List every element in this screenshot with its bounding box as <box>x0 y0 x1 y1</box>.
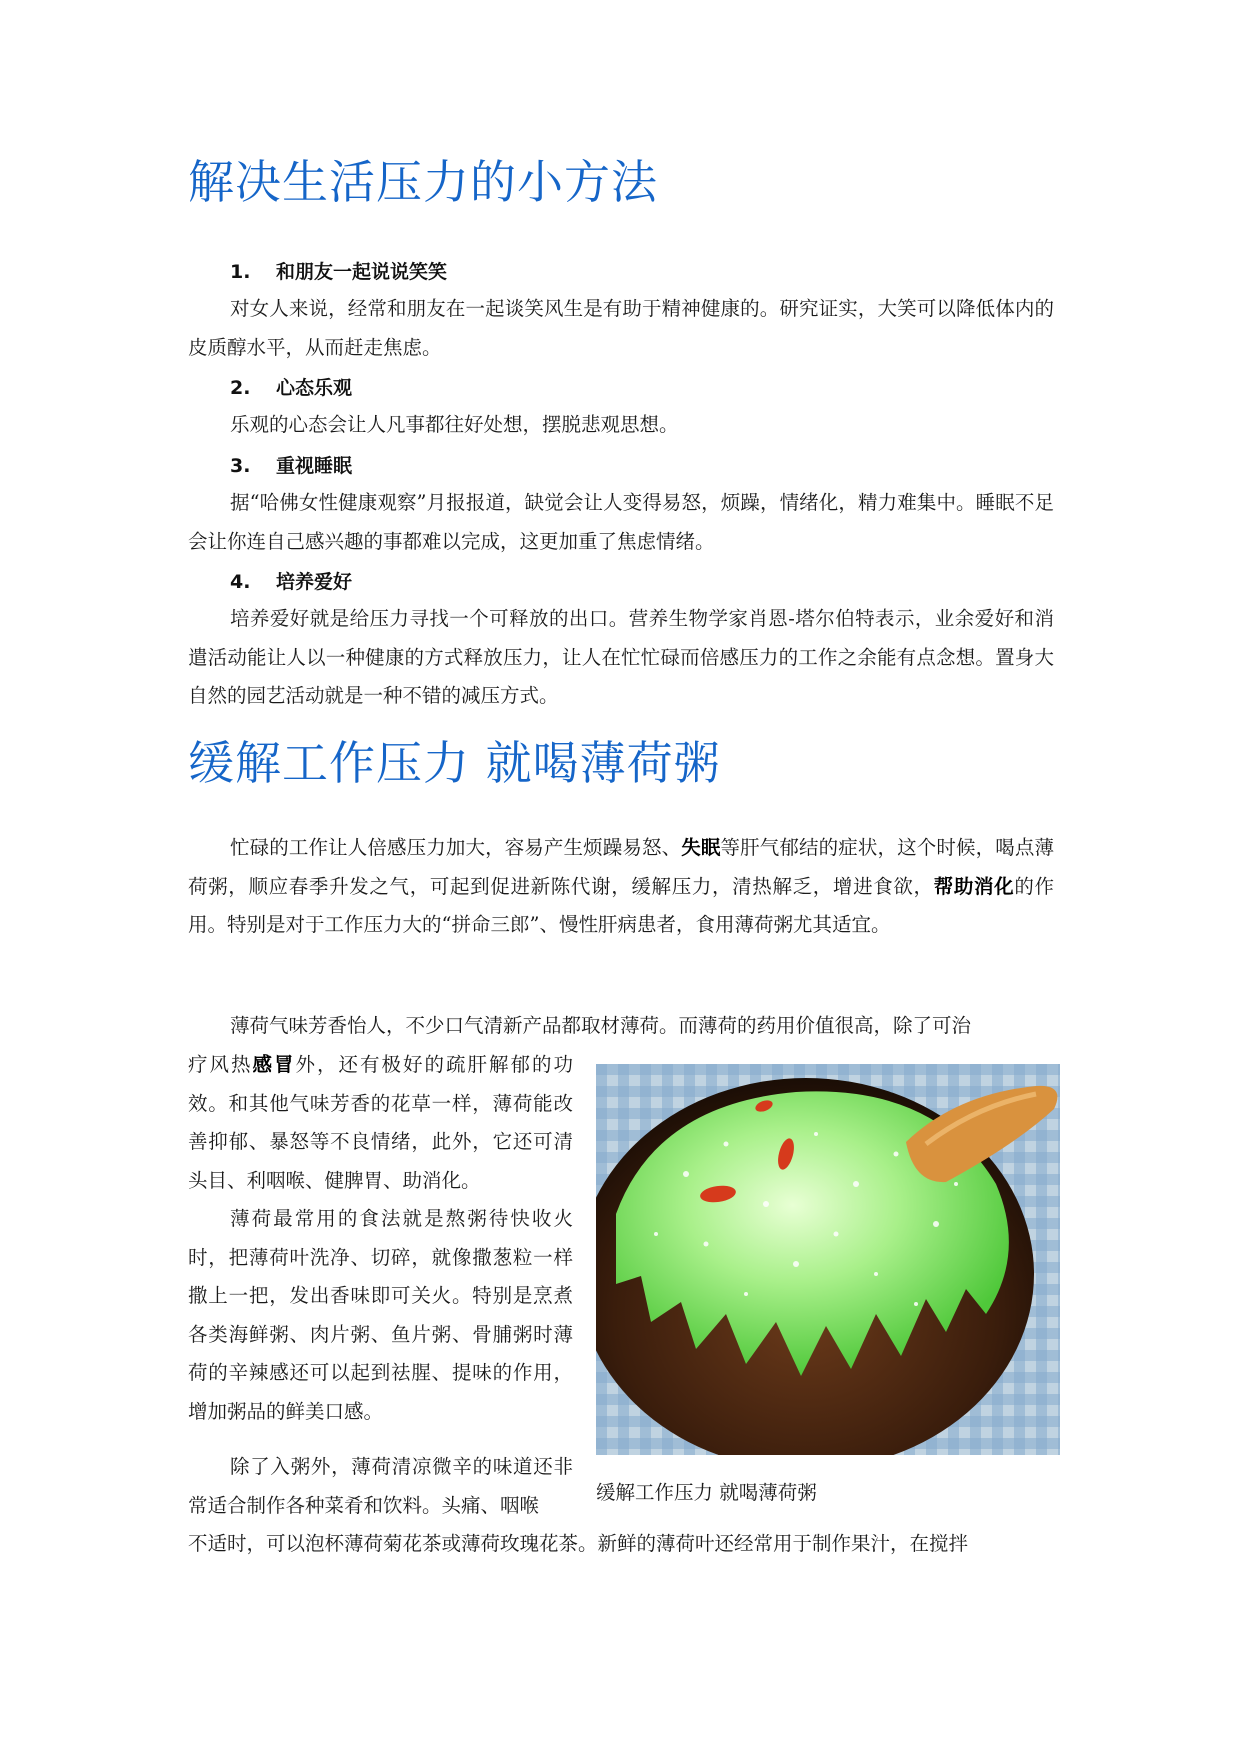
text-run: 外，还有极好的疏肝解郁的功效。和其他气味芳香的花草一样，薄荷能改善抑郁、暴怒等不良情绪，此外，它还可清头目、利咽喉、健脾胃、助消化。 <box>188 1053 573 1192</box>
text-run: 的作用。特别是对于工作压力大的“拼命三郎”、慢性肝病患者，食用薄荷粥尤其适宜。 <box>188 874 1054 936</box>
paragraph-mint-drinks-wrapped: 除了入粥外，薄荷清凉微辛的味道还非常适合制作各种菜肴和饮料。头痛、咽喉 <box>188 1455 573 1517</box>
keyword-link[interactable]: 感冒 <box>252 1053 296 1076</box>
text-run: 疗风热 <box>188 1053 253 1076</box>
list-item-label: 心态乐观 <box>276 377 353 399</box>
section-title-mint-porridge: 缓解工作压力 就喝薄荷粥 <box>188 736 721 790</box>
mint-porridge-photo <box>596 1064 1060 1455</box>
list-item-label: 培养爱好 <box>276 571 353 593</box>
paragraph-mint-intro <box>188 829 1054 945</box>
paragraph-mint-usage: 薄荷最常用的食法就是熬粥待快收火时，把薄荷叶洗净、切碎，就像撒葱粒一样撒上一把，发出香味即可关火。特别是烹煮各类海鲜粥、肉片粥、鱼片粥、骨脯粥时薄荷的辛辣感还可以起到祛腥、提味的作用，增加粥品的鲜美口感。 <box>188 1207 573 1423</box>
paragraph-item-2: 乐观的心态会让人凡事都往好处想，摆脱悲观思想。 <box>230 413 679 436</box>
list-item-heading-1 <box>230 257 447 287</box>
list-item-heading-3 <box>230 451 352 481</box>
paragraph-item-4: 培养爱好就是给压力寻找一个可释放的出口。营养生物学家肖恩-塔尔伯特表示，业余爱好和消遣活动能让人以一种健康的方式释放压力，让人在忙忙碌而倍感压力的工作之余能有点念想。置身大自然的园艺活动就是一种不错的减压方式。 <box>188 607 1054 707</box>
list-item-heading-2 <box>230 373 352 403</box>
paragraph-item-3: 据“哈佛女性健康观察”月报报道，缺觉会让人变得易怒，烦躁，情绪化，精力难集中。睡眠不足会让你连自己感兴趣的事都难以完成，这更加重了焦虑情绪。 <box>188 491 1054 553</box>
list-item-heading-4 <box>230 567 352 597</box>
text-run: 忙碌的工作让人倍感压力加大，容易产生烦躁易怒、 <box>230 836 682 859</box>
text-run: 等肝气郁结的症状，这个时候，喝点薄荷粥，顺应春季升发之气，可起到促进新陈代谢，缓解压力，清热解乏，增进食欲， <box>188 836 1054 898</box>
paragraph-mint-value-wrapped <box>188 1046 573 1200</box>
list-number: 1. <box>230 261 251 283</box>
list-number: 4. <box>230 571 251 593</box>
photo-caption: 缓解工作压力 就喝薄荷粥 <box>596 1481 817 1504</box>
list-item-label: 和朋友一起说说笑笑 <box>276 261 448 283</box>
paragraph-mint-drinks-last-line: 不适时，可以泡杯薄荷菊花茶或薄荷玫瑰花茶。新鲜的薄荷叶还经常用于制作果汁，在搅拌 <box>188 1532 969 1555</box>
list-item-label: 重视睡眠 <box>276 455 353 477</box>
keyword-link[interactable]: 失眠 <box>681 836 721 859</box>
list-number: 3. <box>230 455 251 477</box>
section-title-stress-tips: 解决生活压力的小方法 <box>188 155 658 209</box>
list-number: 2. <box>230 377 251 399</box>
paragraph-mint-value-first-line: 薄荷气味芳香怡人，不少口气清新产品都取材薄荷。而薄荷的药用价值很高，除了可治 <box>230 1014 972 1037</box>
paragraph-item-1: 对女人来说，经常和朋友在一起谈笑风生是有助于精神健康的。研究证实，大笑可以降低体内的皮质醇水平，从而赶走焦虑。 <box>188 297 1054 359</box>
keyword-link[interactable]: 帮助消化 <box>933 874 1015 898</box>
